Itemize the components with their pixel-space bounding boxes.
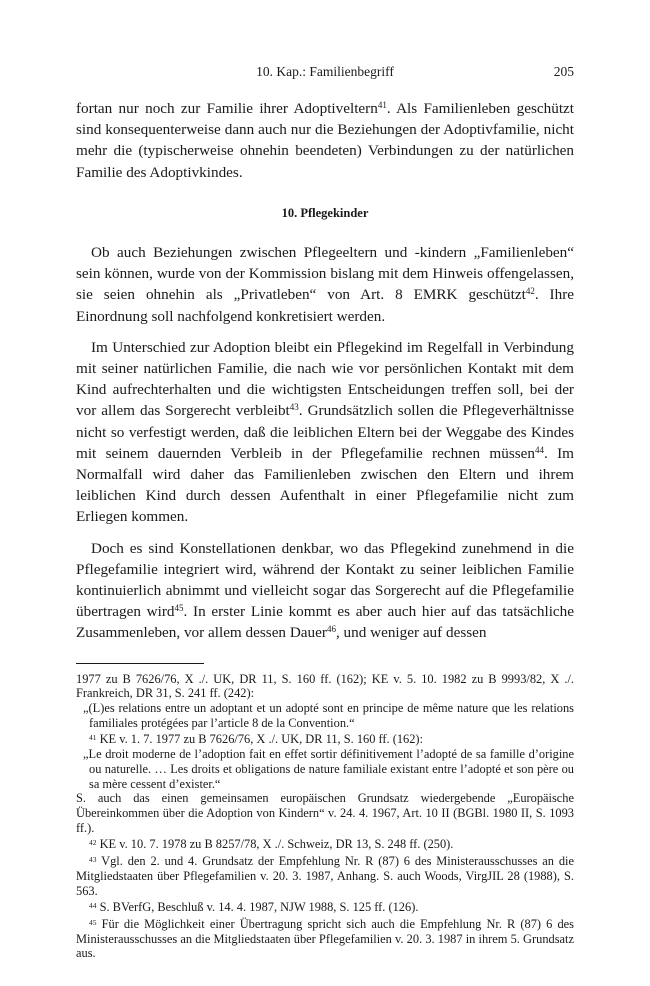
footnote-44: $^{44}$ S. BVerfG, Beschluß v. 14. 4. 1987, NJW 1988, S. 125 ff. (126). xyxy=(89,900,419,915)
paragraph-2: Im Unterschied zur Adoption bleibt ein Pflegekind im Regelfall in Verbindung mit seiner natürlichen Familie, die nach wie vor persönlichen Kontakt mit dem Kind aufrechterhalten und die wichtigsten Entscheidungen treffen soll, bei der vor allem das Sorgerecht verbleibt$^{43}$. Grundsätzlich sollen die Pflegeverhältnisse nicht so verfestigt werden, daß die leiblichen Eltern bei der Weggabe des Kindes mit seinem dauernden Verbleib in der Pflegefamilie rechnen müssen$^{44}$. Im Normalfall wird daher das Familienleben zwischen den Eltern und ihrem leiblichen Kind durch dessen Aufenthalt in einer Pflegefamilie nicht zum Erliegen kommen. xyxy=(76,338,574,526)
footnote-separator xyxy=(76,663,204,664)
footnote-41: $^{41}$ KE v. 1. 7. 1977 zu B 7626/76, X ./. UK, DR 11, S. 160 ff. (162): xyxy=(89,732,424,747)
footnote-ref-46: 46 xyxy=(326,624,336,635)
page-number: 205 xyxy=(553,64,574,79)
footnote-quote: „Le droit moderne de l’adoption fait en effet sortir définitivement l’adopté de sa famille d’origine ou naturelle. … Les droits et obligations de nature familiale existant entre l’adopté et son père ou sa mère cessent d’exister.“ xyxy=(83,747,574,791)
running-header xyxy=(76,64,574,84)
footnote-ref-45: 45 xyxy=(174,603,184,614)
book-page xyxy=(76,64,574,961)
chapter-title: 10. Kap.: Familienbegriff xyxy=(256,64,394,79)
footnote-continuation: 1977 zu B 7626/76, X ./. UK, DR 11, S. 160 ff. (162); KE v. 5. 10. 1982 zu B 9993/82, X ./. Frankreich, DR 31, S. 241 ff. (242): xyxy=(76,671,574,701)
footnotes xyxy=(76,672,574,961)
footnote-ref-44: 44 xyxy=(535,444,544,455)
paragraph-1: Ob auch Beziehungen zwischen Pflegeeltern und -kindern „Familienleben“ sein können, wurde von der Kommission bislang mit dem Hinweis offengelassen, sie seien ohnehin als „Privatleben“ von Art. 8 EMRK geschützt$^{42}$. Ihre Einordnung soll nachfolgend konkretisiert werden. xyxy=(76,244,574,325)
footnote-45: $^{45}$ Für die Möglichkeit einer Übertragung spricht sich auch die Empfehlung Nr. R (87) 6 des Ministerausschusses an die Mitgliedstaaten über Pflegefamilien v. 20. 3. 1987 in ihrem 5. Grundsatz aus. xyxy=(76,916,574,961)
footnote-43: $^{43}$ Vgl. den 2. und 4. Grundsatz der Empfehlung Nr. R (87) 6 des Ministerausschusses an die Mitgliedstaaten über Pflegefamilien v. 20. 3. 1987, Anhang. S. auch Woods, VirgJIL 28 (1988), S. 563. xyxy=(76,854,574,898)
footnote-continuation: S. auch das einen gemeinsamen europäischen Grundsatz wiedergebende „Europäische Übereinkommen über die Adoption von Kindern“ v. 24. 4. 1967, Art. 10 II (BGBl. 1980 II, S. 1093 ff.). xyxy=(76,791,574,835)
paragraph-3: Doch es sind Konstellationen denkbar, wo das Pflegekind zunehmend in die Pflegefamilie integriert wird, während der Kontakt zu seiner leiblichen Familie kontinuierlich abnimmt und vielleicht sogar das Sorgerecht auf die Pflegefamilie übertragen wird$^{45}$. In erster Linie kommt es aber auch hier auf das tatsächliche Zusammenleben, vor allem dessen Dauer$^{46}$, und weniger auf dessen xyxy=(76,539,574,642)
footnote-ref-41: 41 xyxy=(377,100,387,110)
intro-paragraph: fortan nur noch zur Familie ihrer Adoptiveltern$^{41}$. Als Familienleben geschützt sind konsequenterweise dann auch nur die Beziehungen der Adoptivfamilie, nicht mehr die (typischerweise ohnehin beendeten) Verbindungen zu der natürlichen Familie des Adoptivkindes. xyxy=(76,100,575,181)
main-text xyxy=(76,98,574,644)
footnote-quote: „(L)es relations entre un adoptant et un adopté sont en principe de même nature que les relations familiales protégées par l’article 8 de la Convention.“ xyxy=(83,701,574,730)
footnote-42: $^{42}$ KE v. 10. 7. 1978 zu B 8257/78, X ./. Schweiz, DR 13, S. 248 ff. (250). xyxy=(89,837,454,852)
footnote-ref-43: 43 xyxy=(289,402,299,413)
footnote-ref-42: 42 xyxy=(525,286,535,297)
section-heading: 10. Pflegekinder xyxy=(281,205,369,220)
